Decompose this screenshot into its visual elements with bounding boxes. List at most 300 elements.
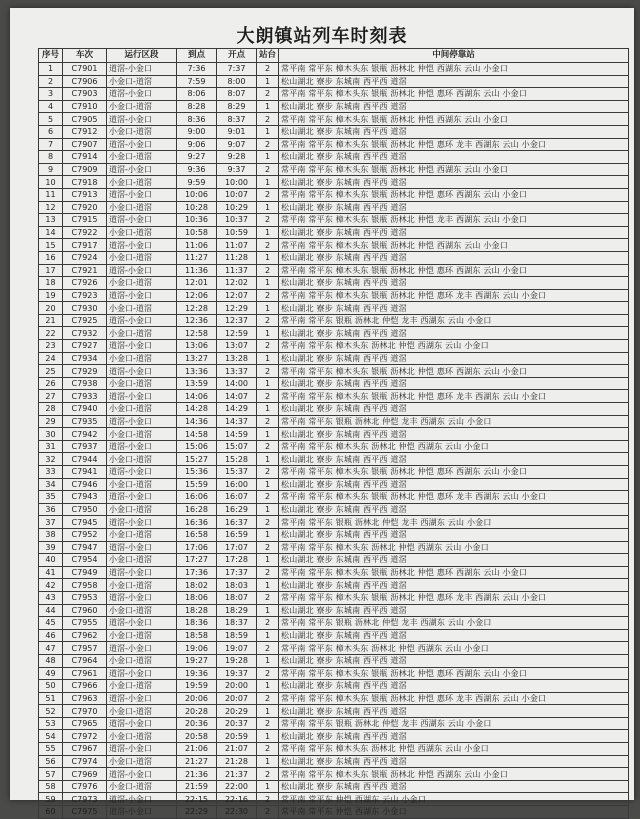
row-index: 6 (39, 125, 63, 138)
route-section: 道滘-小金口 (107, 768, 177, 781)
platform: 2 (257, 793, 279, 806)
arrival-time: 7:36 (177, 63, 217, 76)
route-section: 小金口-道滘 (107, 579, 177, 592)
arrival-time: 10:36 (177, 214, 217, 227)
row-index: 39 (39, 541, 63, 554)
row-index: 40 (39, 554, 63, 567)
timetable-sheet (10, 8, 634, 817)
platform: 2 (257, 314, 279, 327)
departure-time: 8:07 (217, 88, 257, 101)
departure-time: 20:07 (217, 692, 257, 705)
departure-time: 13:07 (217, 340, 257, 353)
departure-time: 19:07 (217, 642, 257, 655)
route-section: 道滘-小金口 (107, 491, 177, 504)
table-row (39, 239, 629, 252)
row-index: 52 (39, 705, 63, 718)
intermediate-stops: 松山湖北 寮步 东城南 西平西 道滘 (279, 478, 629, 491)
train-number: C7923 (63, 289, 107, 302)
table-row (39, 75, 629, 88)
table-row (39, 125, 629, 138)
train-number: C7907 (63, 138, 107, 151)
table-row (39, 188, 629, 201)
row-index: 17 (39, 264, 63, 277)
row-index: 18 (39, 277, 63, 290)
route-section: 小金口-道滘 (107, 403, 177, 416)
departure-time: 16:29 (217, 503, 257, 516)
intermediate-stops: 常平南 常平东 樟木头东 银瓶 沥林北 仲恺 西湖东 云山 小金口 (279, 163, 629, 176)
arrival-time: 14:36 (177, 415, 217, 428)
table-row (39, 604, 629, 617)
arrival-time: 7:59 (177, 75, 217, 88)
arrival-time: 15:36 (177, 466, 217, 479)
train-number: C7961 (63, 667, 107, 680)
route-section: 小金口-道滘 (107, 528, 177, 541)
train-number: C7918 (63, 176, 107, 189)
intermediate-stops: 常平南 常平东 樟木头东 银瓶 沥林北 仲恺 惠环 西湖东 云山 小金口 (279, 466, 629, 479)
train-number: C7974 (63, 755, 107, 768)
departure-time: 18:03 (217, 579, 257, 592)
departure-time: 19:28 (217, 654, 257, 667)
route-section: 道滘-小金口 (107, 163, 177, 176)
table-row (39, 352, 629, 365)
route-section: 小金口-道滘 (107, 453, 177, 466)
platform: 2 (257, 138, 279, 151)
departure-time: 20:29 (217, 705, 257, 718)
train-number: C7969 (63, 768, 107, 781)
arrival-time: 17:36 (177, 566, 217, 579)
train-number: C7941 (63, 466, 107, 479)
row-index: 2 (39, 75, 63, 88)
platform: 2 (257, 390, 279, 403)
route-section: 小金口-道滘 (107, 654, 177, 667)
intermediate-stops: 松山湖北 寮步 东城南 西平西 道滘 (279, 403, 629, 416)
arrival-time: 19:59 (177, 680, 217, 693)
departure-time: 17:37 (217, 566, 257, 579)
platform: 2 (257, 806, 279, 819)
departure-time: 20:37 (217, 717, 257, 730)
departure-time: 9:28 (217, 151, 257, 164)
platform: 1 (257, 151, 279, 164)
arrival-time: 19:36 (177, 667, 217, 680)
table-row (39, 780, 629, 793)
train-number: C7954 (63, 554, 107, 567)
arrival-time: 11:27 (177, 251, 217, 264)
intermediate-stops: 常平南 常平东 樟木头东 银瓶 沥林北 仲恺 惠环 西湖东 云山 小金口 (279, 88, 629, 101)
platform: 1 (257, 100, 279, 113)
row-index: 58 (39, 780, 63, 793)
row-index: 59 (39, 793, 63, 806)
departure-time: 16:07 (217, 491, 257, 504)
table-row (39, 528, 629, 541)
page-title: 大朗镇站列车时刻表 (236, 26, 408, 47)
train-number: C7960 (63, 604, 107, 617)
row-index: 1 (39, 63, 63, 76)
table-row (39, 201, 629, 214)
route-section: 道滘-小金口 (107, 289, 177, 302)
row-index: 45 (39, 617, 63, 630)
train-number: C7962 (63, 629, 107, 642)
platform: 1 (257, 125, 279, 138)
platform: 2 (257, 466, 279, 479)
departure-time: 14:07 (217, 390, 257, 403)
departure-time: 18:07 (217, 591, 257, 604)
train-number: C7909 (63, 163, 107, 176)
route-section: 小金口-道滘 (107, 176, 177, 189)
departure-time: 10:29 (217, 201, 257, 214)
route-section: 道滘-小金口 (107, 717, 177, 730)
table-row (39, 806, 629, 819)
route-section: 道滘-小金口 (107, 264, 177, 277)
route-section: 道滘-小金口 (107, 188, 177, 201)
intermediate-stops: 常平南 常平东 樟木头东 银瓶 沥林北 仲恺 惠环 西湖东 云山 小金口 (279, 264, 629, 277)
row-index: 49 (39, 667, 63, 680)
train-number: C7963 (63, 692, 107, 705)
departure-time: 8:37 (217, 113, 257, 126)
arrival-time: 16:36 (177, 516, 217, 529)
header-platform: 站台 (257, 49, 279, 63)
row-index: 60 (39, 806, 63, 819)
intermediate-stops: 常平南 常平东 银瓶 沥林北 仲恺 龙丰 西湖东 云山 小金口 (279, 617, 629, 630)
intermediate-stops: 常平南 常平东 樟木头东 银瓶 沥林北 仲恺 惠环 龙丰 西湖东 云山 小金口 (279, 692, 629, 705)
train-number: C7932 (63, 327, 107, 340)
route-section: 小金口-道滘 (107, 226, 177, 239)
departure-time: 17:28 (217, 554, 257, 567)
intermediate-stops: 松山湖北 寮步 东城南 西平西 道滘 (279, 755, 629, 768)
intermediate-stops: 常平南 常平东 樟木头东 银瓶 沥林北 仲恺 惠环 龙丰 西湖东 云山 小金口 (279, 591, 629, 604)
intermediate-stops: 松山湖北 寮步 东城南 西平西 道滘 (279, 75, 629, 88)
route-section: 小金口-道滘 (107, 604, 177, 617)
departure-time: 7:37 (217, 63, 257, 76)
arrival-time: 11:36 (177, 264, 217, 277)
arrival-time: 13:27 (177, 352, 217, 365)
platform: 2 (257, 440, 279, 453)
train-number: C7949 (63, 566, 107, 579)
departure-time: 21:28 (217, 755, 257, 768)
table-row (39, 730, 629, 743)
platform: 2 (257, 415, 279, 428)
departure-time: 22:00 (217, 780, 257, 793)
route-section: 小金口-道滘 (107, 377, 177, 390)
departure-time: 13:28 (217, 352, 257, 365)
train-number: C7926 (63, 277, 107, 290)
platform: 1 (257, 176, 279, 189)
arrival-time: 11:06 (177, 239, 217, 252)
train-number: C7944 (63, 453, 107, 466)
departure-time: 13:37 (217, 365, 257, 378)
arrival-time: 16:58 (177, 528, 217, 541)
departure-time: 9:07 (217, 138, 257, 151)
train-number: C7901 (63, 63, 107, 76)
platform: 2 (257, 88, 279, 101)
departure-time: 12:37 (217, 314, 257, 327)
arrival-time: 16:06 (177, 491, 217, 504)
intermediate-stops: 常平南 常平东 银瓶 沥林北 仲恺 龙丰 西湖东 云山 小金口 (279, 516, 629, 529)
route-section: 道滘-小金口 (107, 340, 177, 353)
arrival-time: 20:06 (177, 692, 217, 705)
arrival-time: 9:59 (177, 176, 217, 189)
departure-time: 16:59 (217, 528, 257, 541)
departure-time: 8:00 (217, 75, 257, 88)
intermediate-stops: 常平南 常平东 樟木头东 沥林北 仲恺 西湖东 云山 小金口 (279, 541, 629, 554)
arrival-time: 14:58 (177, 428, 217, 441)
row-index: 19 (39, 289, 63, 302)
arrival-time: 13:36 (177, 365, 217, 378)
train-number: C7933 (63, 390, 107, 403)
departure-time: 12:02 (217, 277, 257, 290)
intermediate-stops: 松山湖北 寮步 东城南 西平西 道滘 (279, 629, 629, 642)
intermediate-stops: 松山湖北 寮步 东城南 西平西 道滘 (279, 151, 629, 164)
table-row (39, 264, 629, 277)
route-section: 道滘-小金口 (107, 541, 177, 554)
departure-time: 19:37 (217, 667, 257, 680)
departure-time: 15:07 (217, 440, 257, 453)
table-row (39, 516, 629, 529)
train-number: C7945 (63, 516, 107, 529)
table-row (39, 151, 629, 164)
arrival-time: 15:27 (177, 453, 217, 466)
arrival-time: 17:27 (177, 554, 217, 567)
departure-time: 20:59 (217, 730, 257, 743)
row-index: 7 (39, 138, 63, 151)
platform: 1 (257, 226, 279, 239)
platform: 1 (257, 654, 279, 667)
table-row (39, 226, 629, 239)
intermediate-stops: 松山湖北 寮步 东城南 西平西 道滘 (279, 226, 629, 239)
departure-time: 8:29 (217, 100, 257, 113)
intermediate-stops: 常平南 常平东 仲恺 西湖东 云山 小金口 (279, 793, 629, 806)
train-number: C7910 (63, 100, 107, 113)
intermediate-stops: 常平南 常平东 樟木头东 银瓶 沥林北 仲恺 西湖东 云山 小金口 (279, 239, 629, 252)
row-index: 4 (39, 100, 63, 113)
intermediate-stops: 松山湖北 寮步 东城南 西平西 道滘 (279, 428, 629, 441)
intermediate-stops: 松山湖北 寮步 东城南 西平西 道滘 (279, 554, 629, 567)
departure-time: 11:28 (217, 251, 257, 264)
route-section: 道滘-小金口 (107, 591, 177, 604)
departure-time: 12:59 (217, 327, 257, 340)
departure-time: 16:00 (217, 478, 257, 491)
route-section: 道滘-小金口 (107, 63, 177, 76)
arrival-time: 19:06 (177, 642, 217, 655)
platform: 1 (257, 730, 279, 743)
route-section: 道滘-小金口 (107, 743, 177, 756)
route-section: 道滘-小金口 (107, 516, 177, 529)
intermediate-stops: 松山湖北 寮步 东城南 西平西 道滘 (279, 377, 629, 390)
train-number: C7906 (63, 75, 107, 88)
route-section: 小金口-道滘 (107, 705, 177, 718)
row-index: 35 (39, 491, 63, 504)
route-section: 小金口-道滘 (107, 755, 177, 768)
arrival-time: 10:06 (177, 188, 217, 201)
intermediate-stops: 松山湖北 寮步 东城南 西平西 道滘 (279, 277, 629, 290)
departure-time: 12:29 (217, 302, 257, 315)
row-index: 10 (39, 176, 63, 189)
train-number: C7934 (63, 352, 107, 365)
route-section: 小金口-道滘 (107, 503, 177, 516)
platform: 2 (257, 566, 279, 579)
intermediate-stops: 常平南 常平东 樟木头东 沥林北 仲恺 西湖东 云山 小金口 (279, 743, 629, 756)
train-number: C7938 (63, 377, 107, 390)
table-row (39, 579, 629, 592)
departure-time: 10:59 (217, 226, 257, 239)
row-index: 32 (39, 453, 63, 466)
intermediate-stops: 常平南 常平东 樟木头东 银瓶 沥林北 仲恺 惠环 西湖东 云山 小金口 (279, 667, 629, 680)
train-number: C7966 (63, 680, 107, 693)
train-number: C7943 (63, 491, 107, 504)
intermediate-stops: 松山湖北 寮步 东城南 西平西 道滘 (279, 251, 629, 264)
platform: 2 (257, 667, 279, 680)
train-number: C7929 (63, 365, 107, 378)
intermediate-stops: 松山湖北 寮步 东城南 西平西 道滘 (279, 503, 629, 516)
platform: 1 (257, 75, 279, 88)
row-index: 3 (39, 88, 63, 101)
header-index: 序号 (39, 49, 63, 63)
route-section: 小金口-道滘 (107, 554, 177, 567)
intermediate-stops: 松山湖北 寮步 东城南 西平西 道滘 (279, 302, 629, 315)
route-section: 小金口-道滘 (107, 201, 177, 214)
table-row (39, 566, 629, 579)
table-row (39, 314, 629, 327)
train-number: C7964 (63, 654, 107, 667)
header-row (39, 49, 629, 63)
departure-time: 18:37 (217, 617, 257, 630)
platform: 2 (257, 163, 279, 176)
timetable-body (39, 63, 629, 819)
table-row (39, 680, 629, 693)
row-index: 24 (39, 352, 63, 365)
train-number: C7924 (63, 251, 107, 264)
route-section: 道滘-小金口 (107, 88, 177, 101)
table-row (39, 138, 629, 151)
intermediate-stops: 松山湖北 寮步 东城南 西平西 道滘 (279, 730, 629, 743)
route-section: 道滘-小金口 (107, 239, 177, 252)
arrival-time: 15:59 (177, 478, 217, 491)
platform: 1 (257, 780, 279, 793)
table-row (39, 642, 629, 655)
platform: 1 (257, 453, 279, 466)
arrival-time: 9:27 (177, 151, 217, 164)
platform: 1 (257, 302, 279, 315)
arrival-time: 22:15 (177, 793, 217, 806)
intermediate-stops: 常平南 常平东 樟木头东 银瓶 沥林北 仲恺 惠环 西湖东 云山 小金口 (279, 566, 629, 579)
departure-time: 20:00 (217, 680, 257, 693)
arrival-time: 12:36 (177, 314, 217, 327)
route-section: 小金口-道滘 (107, 302, 177, 315)
arrival-time: 13:06 (177, 340, 217, 353)
row-index: 27 (39, 390, 63, 403)
table-row (39, 768, 629, 781)
table-row (39, 340, 629, 353)
header-train: 车次 (63, 49, 107, 63)
table-row (39, 428, 629, 441)
train-number: C7950 (63, 503, 107, 516)
row-index: 28 (39, 403, 63, 416)
departure-time: 10:00 (217, 176, 257, 189)
train-number: C7965 (63, 717, 107, 730)
departure-time: 22:30 (217, 806, 257, 819)
table-row (39, 491, 629, 504)
row-index: 53 (39, 717, 63, 730)
departure-time: 9:37 (217, 163, 257, 176)
platform: 2 (257, 214, 279, 227)
intermediate-stops: 松山湖北 寮步 东城南 西平西 道滘 (279, 100, 629, 113)
platform: 1 (257, 403, 279, 416)
departure-time: 15:37 (217, 466, 257, 479)
table-row (39, 176, 629, 189)
row-index: 51 (39, 692, 63, 705)
route-section: 道滘-小金口 (107, 138, 177, 151)
header-section: 运行区段 (107, 49, 177, 63)
row-index: 41 (39, 566, 63, 579)
departure-time: 14:00 (217, 377, 257, 390)
arrival-time: 18:28 (177, 604, 217, 617)
platform: 2 (257, 188, 279, 201)
platform: 2 (257, 591, 279, 604)
train-number: C7967 (63, 743, 107, 756)
departure-time: 18:59 (217, 629, 257, 642)
table-row (39, 717, 629, 730)
departure-time: 14:59 (217, 428, 257, 441)
intermediate-stops: 常平南 常平东 樟木头东 银瓶 沥林北 仲恺 惠环 龙丰 西湖东 云山 小金口 (279, 491, 629, 504)
intermediate-stops: 常平南 常平东 樟木头东 银瓶 沥林北 仲恺 惠环 龙丰 西湖东 云山 小金口 (279, 138, 629, 151)
table-row (39, 289, 629, 302)
table-row (39, 277, 629, 290)
row-index: 34 (39, 478, 63, 491)
train-number: C7912 (63, 125, 107, 138)
table-row (39, 251, 629, 264)
train-number: C7927 (63, 340, 107, 353)
row-index: 50 (39, 680, 63, 693)
row-index: 9 (39, 163, 63, 176)
departure-time: 15:28 (217, 453, 257, 466)
platform: 1 (257, 352, 279, 365)
platform: 2 (257, 743, 279, 756)
train-number: C7921 (63, 264, 107, 277)
departure-time: 12:07 (217, 289, 257, 302)
row-index: 48 (39, 654, 63, 667)
intermediate-stops: 松山湖北 寮步 东城南 西平西 道滘 (279, 528, 629, 541)
table-row (39, 793, 629, 806)
route-section: 道滘-小金口 (107, 113, 177, 126)
platform: 1 (257, 277, 279, 290)
train-number: C7958 (63, 579, 107, 592)
departure-time: 10:07 (217, 188, 257, 201)
table-row (39, 755, 629, 768)
platform: 2 (257, 365, 279, 378)
platform: 1 (257, 705, 279, 718)
route-section: 小金口-道滘 (107, 680, 177, 693)
train-number: C7946 (63, 478, 107, 491)
route-section: 道滘-小金口 (107, 365, 177, 378)
intermediate-stops: 常平南 常平东 樟木头东 银瓶 沥林北 仲恺 惠环 西湖东 云山 小金口 (279, 188, 629, 201)
platform: 2 (257, 491, 279, 504)
arrival-time: 12:06 (177, 289, 217, 302)
route-section: 道滘-小金口 (107, 642, 177, 655)
table-row (39, 365, 629, 378)
header-depart: 开点 (217, 49, 257, 63)
platform: 1 (257, 629, 279, 642)
intermediate-stops: 常平南 常平东 樟木头东 银瓶 沥林北 仲恺 龙丰 西湖东 云山 小金口 (279, 214, 629, 227)
row-index: 38 (39, 528, 63, 541)
platform: 2 (257, 63, 279, 76)
row-index: 47 (39, 642, 63, 655)
arrival-time: 14:06 (177, 390, 217, 403)
header-arrive: 到点 (177, 49, 217, 63)
route-section: 小金口-道滘 (107, 478, 177, 491)
table-row (39, 214, 629, 227)
platform: 1 (257, 251, 279, 264)
row-index: 14 (39, 226, 63, 239)
arrival-time: 13:59 (177, 377, 217, 390)
